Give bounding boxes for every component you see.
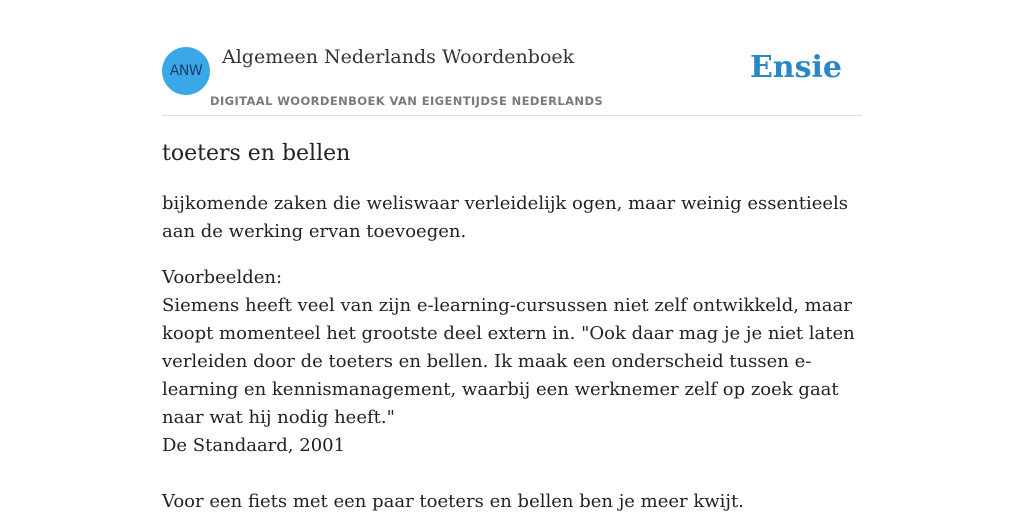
- ensie-brand-logo[interactable]: Ensie: [749, 50, 842, 85]
- site-header: [162, 46, 862, 116]
- anw-logo[interactable]: ANW: [162, 47, 210, 95]
- site-subtitle: DIGITAAL WOORDENBOEK VAN EIGENTIJDSE NEDERLANDS: [210, 94, 604, 108]
- example-source: De Standaard, 2001: [162, 435, 346, 456]
- example-text: Voor een fiets met een paar toeters en bellen ben je meer kwijt.: [162, 491, 744, 512]
- examples-label: Voorbeelden:: [162, 267, 283, 288]
- example-text: Siemens heeft veel van zijn e-learning-cursussen niet zelf ontwikkeld, maar koopt momenteel het grootste deel extern in. "Ook daar mag je je niet laten verleiden door de toeters en bellen. Ik maak een onderscheid tussen e-learning en kennismanagement, waarbij een werknemer zelf op zoek gaat naar wat hij nodig heeft.": [162, 295, 855, 428]
- entry-content: [162, 138, 862, 512]
- definition: bijkomende zaken die weliswaar verleidelijk ogen, maar weinig essentieels aan de werking ervan toevoegen.: [162, 193, 849, 242]
- site-title[interactable]: Algemeen Nederlands Woordenboek: [222, 46, 575, 68]
- header-divider: [162, 115, 862, 116]
- headword: toeters en bellen: [162, 141, 351, 166]
